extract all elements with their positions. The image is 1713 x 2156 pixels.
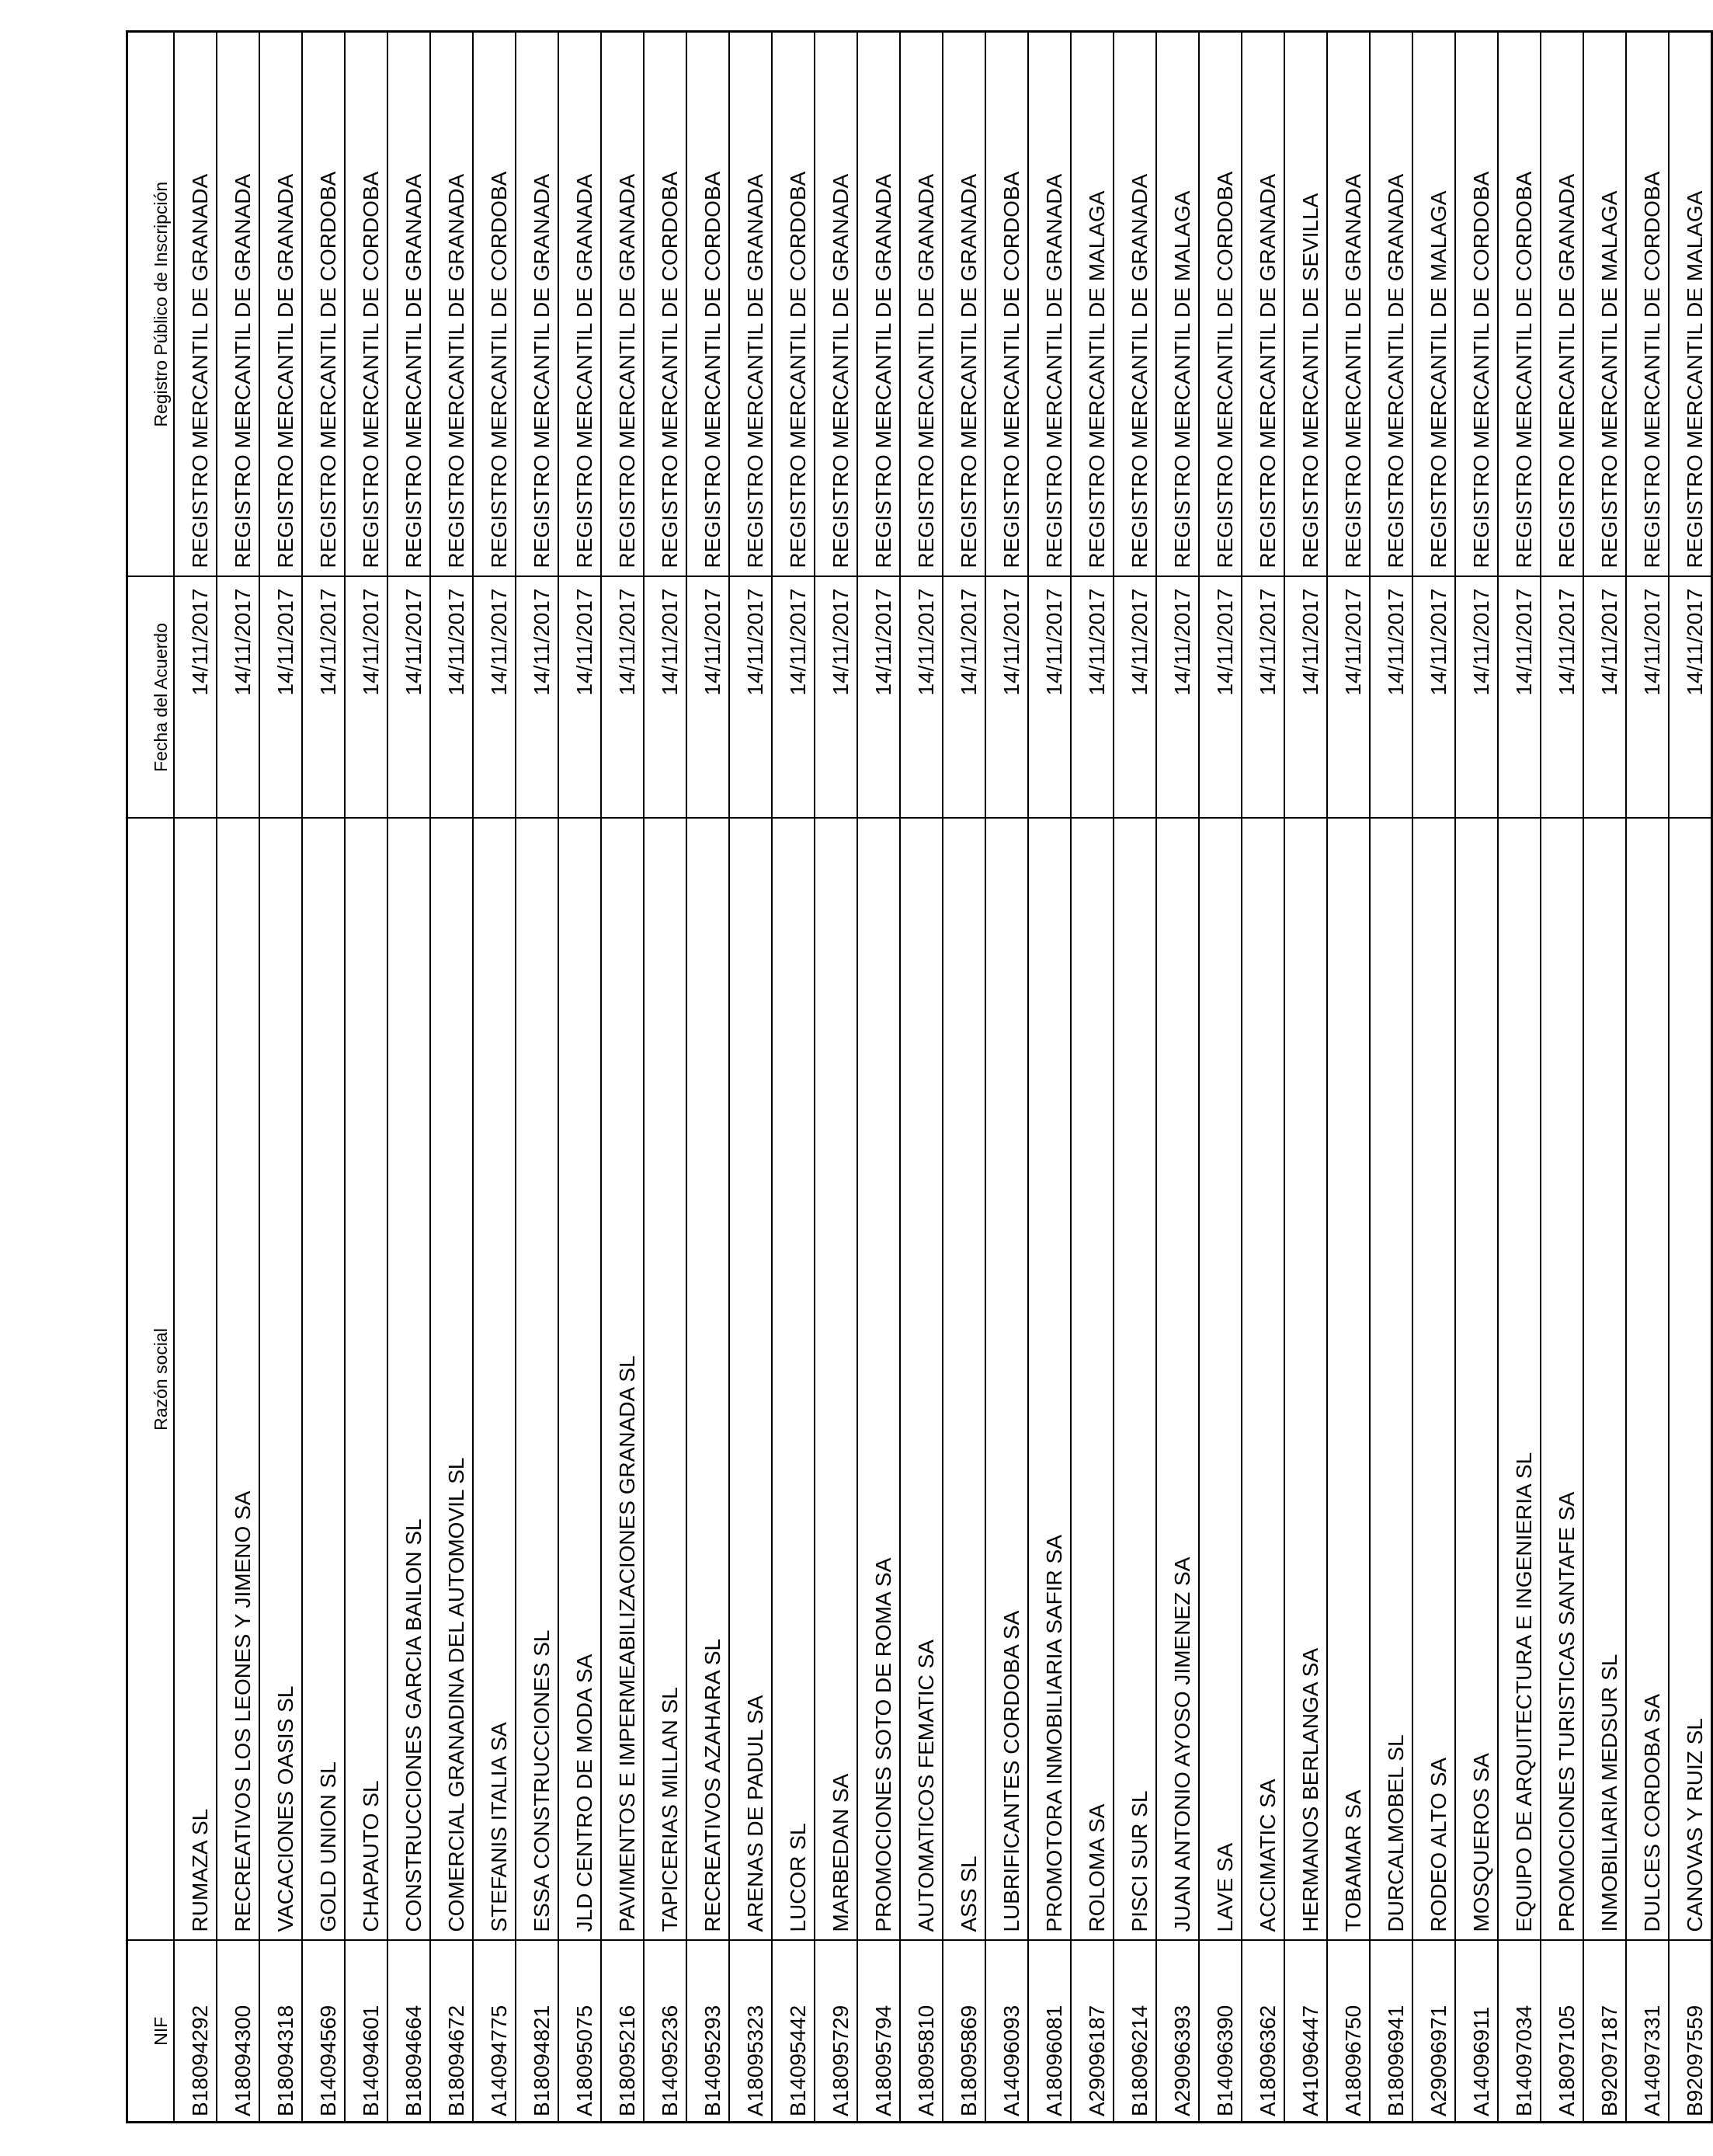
cell-fecha: 14/11/2017 — [387, 577, 430, 819]
cell-nif: B18094664 — [387, 1941, 430, 2123]
cell-fecha: 14/11/2017 — [1669, 577, 1712, 819]
cell-razon: RODEO ALTO SA — [1412, 819, 1455, 1941]
cell-nif: A18095729 — [815, 1941, 857, 2123]
header-row — [127, 32, 175, 2123]
header-razon-social: Razón social — [127, 819, 175, 1941]
cell-nif: B18095869 — [943, 1941, 985, 2123]
cell-razon: LAVE SA — [1199, 819, 1242, 1941]
cell-registro: REGISTRO MERCANTIL DE CORDOBA — [985, 32, 1028, 577]
cell-nif: B18094672 — [430, 1941, 473, 2123]
cell-fecha: 14/11/2017 — [1498, 577, 1541, 819]
cell-razon: CONSTRUCCIONES GARCIA BAILON SL — [387, 819, 430, 1941]
header-nif: NIF — [127, 1941, 175, 2123]
table-row — [815, 32, 857, 2123]
cell-fecha: 14/11/2017 — [644, 577, 686, 819]
cell-nif: A18094300 — [217, 1941, 259, 2123]
table-row — [1071, 32, 1114, 2123]
cell-razon: INMOBILIARIA MEDSUR SL — [1583, 819, 1626, 1941]
table-row — [174, 32, 217, 2123]
cell-registro: REGISTRO MERCANTIL DE GRANADA — [430, 32, 473, 577]
table-row — [772, 32, 815, 2123]
cell-nif: B18094318 — [259, 1941, 302, 2123]
cell-fecha: 14/11/2017 — [943, 577, 985, 819]
cell-razon: ARENAS DE PADUL SA — [729, 819, 772, 1941]
cell-registro: REGISTRO MERCANTIL DE GRANADA — [516, 32, 558, 577]
table-row — [1669, 32, 1712, 2123]
table-row — [1327, 32, 1370, 2123]
cell-nif: A18095810 — [900, 1941, 943, 2123]
cell-razon: LUCOR SL — [772, 819, 815, 1941]
cell-razon: MOSQUEROS SA — [1455, 819, 1498, 1941]
cell-nif: B18094821 — [516, 1941, 558, 2123]
cell-razon: JUAN ANTONIO AYOSO JIMENEZ SA — [1156, 819, 1199, 1941]
cell-razon: COMERCIAL GRANADINA DEL AUTOMOVIL SL — [430, 819, 473, 1941]
table-body — [174, 32, 1712, 2123]
cell-razon: PROMOCIONES SOTO DE ROMA SA — [857, 819, 900, 1941]
cell-fecha: 14/11/2017 — [174, 577, 217, 819]
table-row — [302, 32, 345, 2123]
table-row — [1498, 32, 1541, 2123]
cell-registro: REGISTRO MERCANTIL DE GRANADA — [259, 32, 302, 577]
cell-registro: REGISTRO MERCANTIL DE GRANADA — [729, 32, 772, 577]
cell-razon: STEFANIS ITALIA SA — [473, 819, 516, 1941]
cell-razon: PAVIMENTOS E IMPERMEABILIZACIONES GRANADA SL — [601, 819, 644, 1941]
table-row — [387, 32, 430, 2123]
cell-registro: REGISTRO MERCANTIL DE GRANADA — [601, 32, 644, 577]
cell-razon: PROMOTORA INMOBILIARIA SAFIR SA — [1028, 819, 1071, 1941]
cell-nif: A14094775 — [473, 1941, 516, 2123]
cell-nif: B14096390 — [1199, 1941, 1242, 2123]
cell-razon: RECREATIVOS AZAHARA SL — [686, 819, 729, 1941]
table-row — [1455, 32, 1498, 2123]
cell-registro: REGISTRO MERCANTIL DE GRANADA — [900, 32, 943, 577]
table-row — [1242, 32, 1284, 2123]
cell-nif: B14094601 — [345, 1941, 387, 2123]
table-row — [345, 32, 387, 2123]
cell-razon: DULCES CORDOBA SA — [1626, 819, 1669, 1941]
cell-fecha: 14/11/2017 — [1071, 577, 1114, 819]
cell-registro: REGISTRO MERCANTIL DE GRANADA — [558, 32, 601, 577]
cell-fecha: 14/11/2017 — [1541, 577, 1583, 819]
cell-fecha: 14/11/2017 — [217, 577, 259, 819]
cell-registro: REGISTRO MERCANTIL DE MALAGA — [1412, 32, 1455, 577]
cell-nif: A14097331 — [1626, 1941, 1669, 2123]
cell-nif: B18096941 — [1370, 1941, 1412, 2123]
cell-registro: REGISTRO MERCANTIL DE MALAGA — [1669, 32, 1712, 577]
cell-fecha: 14/11/2017 — [345, 577, 387, 819]
cell-fecha: 14/11/2017 — [815, 577, 857, 819]
cell-razon: ASS SL — [943, 819, 985, 1941]
cell-fecha: 14/11/2017 — [259, 577, 302, 819]
cell-registro: REGISTRO MERCANTIL DE GRANADA — [1028, 32, 1071, 577]
table-row — [1284, 32, 1327, 2123]
cell-fecha: 14/11/2017 — [686, 577, 729, 819]
cell-registro: REGISTRO MERCANTIL DE SEVILLA — [1284, 32, 1327, 577]
cell-fecha: 14/11/2017 — [1028, 577, 1071, 819]
cell-razon: PROMOCIONES TURISTICAS SANTAFE SA — [1541, 819, 1583, 1941]
cell-fecha: 14/11/2017 — [302, 577, 345, 819]
table-row — [729, 32, 772, 2123]
table-row — [259, 32, 302, 2123]
table-row — [857, 32, 900, 2123]
cell-registro: REGISTRO MERCANTIL DE GRANADA — [943, 32, 985, 577]
table-row — [985, 32, 1028, 2123]
cell-nif: A14096093 — [985, 1941, 1028, 2123]
cell-nif: A18096081 — [1028, 1941, 1071, 2123]
table-row — [686, 32, 729, 2123]
cell-registro: REGISTRO MERCANTIL DE CORDOBA — [772, 32, 815, 577]
cell-registro: REGISTRO MERCANTIL DE CORDOBA — [345, 32, 387, 577]
header-registro: Registro Público de Inscripción — [127, 32, 175, 577]
cell-registro: REGISTRO MERCANTIL DE MALAGA — [1583, 32, 1626, 577]
cell-razon: PISCI SUR SL — [1114, 819, 1156, 1941]
table-row — [644, 32, 686, 2123]
cell-fecha: 14/11/2017 — [1455, 577, 1498, 819]
cell-nif: A29096971 — [1412, 1941, 1455, 2123]
cell-fecha: 14/11/2017 — [1156, 577, 1199, 819]
cell-razon: RUMAZA SL — [174, 819, 217, 1941]
cell-nif: B14095293 — [686, 1941, 729, 2123]
cell-fecha: 14/11/2017 — [1327, 577, 1370, 819]
cell-registro: REGISTRO MERCANTIL DE CORDOBA — [1455, 32, 1498, 577]
table-row — [473, 32, 516, 2123]
cell-razon: ACCIMATIC SA — [1242, 819, 1284, 1941]
cell-fecha: 14/11/2017 — [1114, 577, 1156, 819]
cell-fecha: 14/11/2017 — [1626, 577, 1669, 819]
cell-nif: B92097187 — [1583, 1941, 1626, 2123]
cell-registro: REGISTRO MERCANTIL DE CORDOBA — [644, 32, 686, 577]
cell-nif: B92097559 — [1669, 1941, 1712, 2123]
cell-razon: CANOVAS Y RUIZ SL — [1669, 819, 1712, 1941]
cell-razon: TAPICERIAS MILLAN SL — [644, 819, 686, 1941]
cell-registro: REGISTRO MERCANTIL DE GRANADA — [1114, 32, 1156, 577]
cell-razon: ROLOMA SA — [1071, 819, 1114, 1941]
table-row — [943, 32, 985, 2123]
table-row — [1412, 32, 1455, 2123]
cell-fecha: 14/11/2017 — [1284, 577, 1327, 819]
cell-nif: A18096362 — [1242, 1941, 1284, 2123]
cell-razon: RECREATIVOS LOS LEONES Y JIMENO SA — [217, 819, 259, 1941]
cell-nif: A41096447 — [1284, 1941, 1327, 2123]
cell-nif: B14097034 — [1498, 1941, 1541, 2123]
cell-fecha: 14/11/2017 — [601, 577, 644, 819]
table-row — [1114, 32, 1156, 2123]
cell-registro: REGISTRO MERCANTIL DE GRANADA — [1541, 32, 1583, 577]
cell-razon: ESSA CONSTRUCCIONES SL — [516, 819, 558, 1941]
cell-nif: B18095216 — [601, 1941, 644, 2123]
cell-nif: A29096187 — [1071, 1941, 1114, 2123]
cell-razon: JLD CENTRO DE MODA SA — [558, 819, 601, 1941]
cell-fecha: 14/11/2017 — [473, 577, 516, 819]
table-row — [1028, 32, 1071, 2123]
cell-nif: A14096911 — [1455, 1941, 1498, 2123]
cell-fecha: 14/11/2017 — [857, 577, 900, 819]
cell-nif: B14094569 — [302, 1941, 345, 2123]
cell-registro: REGISTRO MERCANTIL DE GRANADA — [815, 32, 857, 577]
cell-razon: MARBEDAN SA — [815, 819, 857, 1941]
cell-nif: B14095442 — [772, 1941, 815, 2123]
cell-registro: REGISTRO MERCANTIL DE CORDOBA — [473, 32, 516, 577]
cell-fecha: 14/11/2017 — [1370, 577, 1412, 819]
cell-nif: A29096393 — [1156, 1941, 1199, 2123]
cell-registro: REGISTRO MERCANTIL DE GRANADA — [1242, 32, 1284, 577]
cell-registro: REGISTRO MERCANTIL DE GRANADA — [857, 32, 900, 577]
cell-nif: A18095794 — [857, 1941, 900, 2123]
cell-fecha: 14/11/2017 — [558, 577, 601, 819]
table-row — [900, 32, 943, 2123]
cell-razon: TOBAMAR SA — [1327, 819, 1370, 1941]
cell-registro: REGISTRO MERCANTIL DE GRANADA — [217, 32, 259, 577]
cell-razon: DURCALMOBEL SL — [1370, 819, 1412, 1941]
cell-fecha: 14/11/2017 — [1583, 577, 1626, 819]
cell-registro: REGISTRO MERCANTIL DE CORDOBA — [1626, 32, 1669, 577]
cell-registro: REGISTRO MERCANTIL DE CORDOBA — [1199, 32, 1242, 577]
cell-registro: REGISTRO MERCANTIL DE GRANADA — [1327, 32, 1370, 577]
cell-registro: REGISTRO MERCANTIL DE GRANADA — [387, 32, 430, 577]
cell-razon: AUTOMATICOS FEMATIC SA — [900, 819, 943, 1941]
table-row — [1583, 32, 1626, 2123]
cell-fecha: 14/11/2017 — [985, 577, 1028, 819]
cell-registro: REGISTRO MERCANTIL DE CORDOBA — [1498, 32, 1541, 577]
cell-nif: B14095236 — [644, 1941, 686, 2123]
cell-fecha: 14/11/2017 — [772, 577, 815, 819]
table-row — [217, 32, 259, 2123]
table-row — [1199, 32, 1242, 2123]
cell-razon: GOLD UNION SL — [302, 819, 345, 1941]
header-fecha-acuerdo: Fecha del Acuerdo — [127, 577, 175, 819]
cell-registro: REGISTRO MERCANTIL DE GRANADA — [174, 32, 217, 577]
cell-razon: LUBRIFICANTES CORDOBA SA — [985, 819, 1028, 1941]
table-row — [430, 32, 473, 2123]
cell-fecha: 14/11/2017 — [430, 577, 473, 819]
cell-razon: HERMANOS BERLANGA SA — [1284, 819, 1327, 1941]
cell-registro: REGISTRO MERCANTIL DE CORDOBA — [302, 32, 345, 577]
cell-nif: A18097105 — [1541, 1941, 1583, 2123]
cell-registro: REGISTRO MERCANTIL DE GRANADA — [1370, 32, 1412, 577]
cell-fecha: 14/11/2017 — [1199, 577, 1242, 819]
cell-razon: VACACIONES OASIS SL — [259, 819, 302, 1941]
cell-nif: B18096214 — [1114, 1941, 1156, 2123]
table-row — [1626, 32, 1669, 2123]
table-row — [1370, 32, 1412, 2123]
cell-fecha: 14/11/2017 — [516, 577, 558, 819]
cell-fecha: 14/11/2017 — [900, 577, 943, 819]
cell-fecha: 14/11/2017 — [1242, 577, 1284, 819]
table-row — [601, 32, 644, 2123]
cell-razon: CHAPAUTO SL — [345, 819, 387, 1941]
cell-nif: A18096750 — [1327, 1941, 1370, 2123]
cell-nif: A18095323 — [729, 1941, 772, 2123]
cell-razon: EQUIPO DE ARQUITECTURA E INGENIERIA SL — [1498, 819, 1541, 1941]
cell-fecha: 14/11/2017 — [729, 577, 772, 819]
table-row — [1541, 32, 1583, 2123]
table-row — [558, 32, 601, 2123]
companies-table — [126, 30, 1713, 2123]
cell-fecha: 14/11/2017 — [1412, 577, 1455, 819]
table-row — [516, 32, 558, 2123]
cell-nif: A18095075 — [558, 1941, 601, 2123]
cell-registro: REGISTRO MERCANTIL DE MALAGA — [1071, 32, 1114, 577]
cell-registro: REGISTRO MERCANTIL DE MALAGA — [1156, 32, 1199, 577]
cell-nif: B18094292 — [174, 1941, 217, 2123]
table-row — [1156, 32, 1199, 2123]
cell-registro: REGISTRO MERCANTIL DE CORDOBA — [686, 32, 729, 577]
